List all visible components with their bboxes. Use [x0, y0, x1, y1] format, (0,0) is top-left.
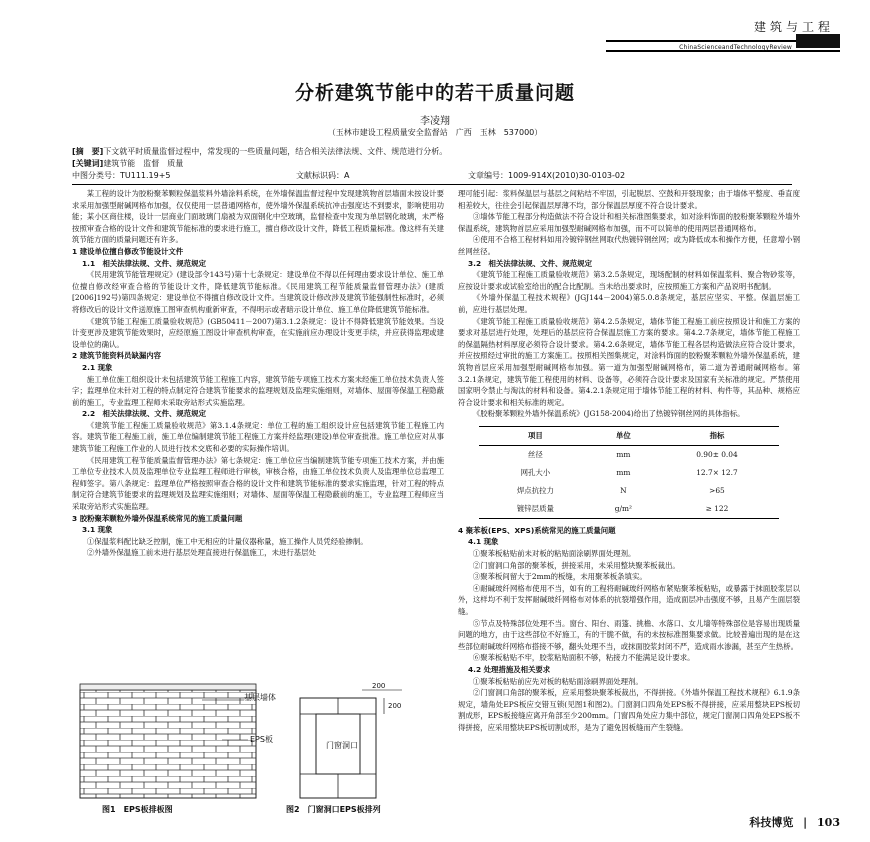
table-row [479, 500, 779, 519]
paragraph: ①保温浆料配比缺乏控制，施工中无相应的计量仪器称量，施工操作人员凭经验掺制。 [86, 536, 368, 546]
left-column [72, 188, 444, 559]
figures-area [72, 680, 448, 820]
abstract-label: [摘 要] [72, 147, 104, 156]
section-2-2-heading: 2.2 相关法律法规、文件、规范规定 [82, 409, 206, 419]
spec-table [479, 426, 779, 519]
section-4-2-heading: 4.2 处理措施及相关要求 [468, 665, 551, 674]
table-cell: 镀锌层质量 [516, 504, 554, 514]
abstract-divider [72, 184, 792, 185]
figure-1-caption: 图1 EPS板排板图 [102, 805, 173, 814]
paragraph: ④耐碱玻纤网格布使用不当，如有的工程将耐碱玻纤网格布紧贴聚苯板粘贴，或暴露于抹面胶浆层以外，这样均不利于发挥耐碱玻纤网格布对体系的抗裂增强作用，造成面层冲击强度不够，且易产生面层裂缝。 [458, 583, 800, 617]
paragraph: ②门窗洞口角部的聚苯板，拼接采用，未采用整块聚苯板裁出。 [472, 560, 680, 570]
table-cell: g/m² [614, 504, 632, 514]
table-row [479, 482, 779, 500]
section-1-heading: 1 建设单位擅自修改节能设计文件 [72, 246, 184, 256]
section-4-heading: 4 聚苯板(EPS、XPS)系统常见的施工质量问题 [458, 525, 616, 535]
article-number: 文章编号：1009-914X(2010)30-0103-02 [468, 171, 626, 180]
table-header-row [479, 426, 779, 445]
table-header-cell: 指标 [709, 431, 725, 441]
page-footer [749, 814, 840, 830]
table-cell: >65 [709, 486, 725, 496]
section-3-2-heading: 3.2 相关法律法规、文件、规范规定 [468, 258, 592, 268]
fig2-label-opening: 门窗洞口 [326, 741, 358, 750]
paragraph: ③聚苯板间留大于2mm的板缝，未用聚苯板条填实。 [472, 572, 647, 582]
paragraph: ②门窗洞口角部的聚苯板，应采用整块聚苯板裁出，不得拼接。《外墙外保温工程技术规程》6.1.9条规定，墙角处EPS板应交错互锁(见图1和图2)。门窗洞口四角处EPS板不得拼接，应采用整块EPS板切割成形，EPS板接缝应离开角部至少200mm。门窗四角处应力集中部位，规定门窗洞口四角处EPS板不得拼接，应采用整块EPS板切割成形，是为了避免因板缝而产生裂缝。 [458, 688, 800, 732]
fig1-label-wall: 基层墙体 [244, 693, 276, 702]
abstract [72, 146, 792, 157]
fig2-dimension-side: 200 [388, 702, 402, 710]
paragraph: 《胶粉聚苯颗粒外墙外保温系统》(JG158-2004)给出了热镀锌钢丝网的具体指标。 [472, 409, 745, 419]
article-affiliation: （玉林市建设工程质量安全监督站 广西 玉林 537000） [327, 128, 543, 137]
article-title: 分析建筑节能中的若干质量问题 [294, 82, 575, 104]
keywords-text: 建筑节能 监督 质量 [103, 159, 184, 168]
section-3-1-heading: 3.1 现象 [82, 525, 113, 535]
paragraph: ⑥聚苯板粘贴不牢，胶浆粘贴面积不够，粘接力不能满足设计要求。 [472, 653, 695, 663]
paragraph: 施工单位施工组织设计未包括建筑节能工程施工内容，建筑节能专项施工技术方案未经施工单位技术负责人签字；监理单位未针对工程的特点制定符合建筑节能要求的监理规划及监理实施细则，对墙体、屋面等保温工程隐蔽前的施工，专业监理工程师未采取旁站形式实施监理。 [72, 374, 444, 407]
paragraph: ④使用不合格工程材料如用冷镀锌钢丝网取代热镀锌钢丝网；或为降低成本和操作方便，任意增小钢丝网丝径。 [458, 235, 800, 256]
class-number: 中图分类号：TU111.19+5 [72, 171, 171, 180]
journal-name-cn: 建筑与工程 [753, 20, 834, 34]
paragraph: ②外墙外保温施工前未进行基层处理直接进行保温施工，未进行基层处 [86, 548, 316, 558]
table-cell: 12.7× 12.7 [696, 468, 738, 478]
paragraph: 理可能引起：浆料保温层与基层之间粘结不牢固，引起脱层、空鼓和开裂现象；由于墙体平整度、垂直度相差较大，往往会引起保温层厚薄不均，部分保温层厚度不符合设计要求。 [458, 189, 800, 210]
table-row [479, 464, 779, 482]
figure-2-caption: 图2 门窗洞口EPS板排列 [286, 805, 381, 814]
table-header-cell: 单位 [615, 431, 631, 441]
table-cell: 焊点抗拉力 [516, 486, 554, 496]
paragraph: 《民用建筑工程节能质量监督管理办法》第七条规定：施工单位应当编制建筑节能专项施工技术方案，并由施工单位专业技术人员及监理单位专业监理工程师进行审核，审核合格，由施工单位技术负责人及监理单位总监理工程师签字。第八条规定：监理单位严格按照审查合格的设计文件和建筑节能标准的要求实施监理，针对工程的特点制定符合建筑节能要求的监理规划及监理实施细则；对墙体、屋面等保温工程隐蔽前的施工，专业监理工程师应当采取旁站形式实施监理。 [72, 455, 444, 512]
section-2-1-heading: 2.1 现象 [82, 362, 113, 372]
right-column [458, 188, 800, 734]
table-cell: mm [616, 468, 631, 478]
section-2-heading: 2 建筑节能资料员缺漏内容 [72, 351, 162, 361]
paragraph: 《建筑节能工程施工质量验收规范》第3.1.4条规定：单位工程的施工组织设计应包括建筑节能工程施工内容。建筑节能工程施工前，施工单位编制建筑节能工程施工方案并经监理(建设)单位审查批准。施工单位应对从事建筑节能工程施工作业的人员进行技术交底和必要的实际操作培训。 [72, 420, 444, 454]
section-1-1-heading: 1.1 相关法律法规、文件、规范规定 [82, 258, 206, 268]
journal-name-en: ChinaScienceandTechnologyReview [679, 44, 792, 51]
paragraph: ③墙体节能工程部分构造做法不符合设计和相关标准图集要求，如对涂料饰面的胶粉聚苯颗粒外墙外保温系统，建筑物首层应采用加强型耐碱网格布加强，而不可以简单的使用两层普通网格布。 [458, 212, 800, 233]
paragraph: 《建筑节能工程施工质量验收规范》第4.2.5条规定，墙体节能工程施工前应按照设计和施工方案的要求对基层进行处理，处理后的基层应符合保温层施工方案的要求。第4.2.7条规定，墙体节能工程施工的保温隔热材料厚度必须符合设计要求。第4.2.6条规定，墙体节能工程各层构造做法应符合设计要求，并应按照经过审批的施工方案施工。按照相关图集规定，对涂料饰面的胶粉聚苯颗粒外墙外保温系统，建筑物首层应采用加强型耐碱网格布加强。第一道为加强型耐碱网格布，第二道为普通耐碱网格布。第3.2.1条规定，建筑节能工程使用的材料、设备等，必须符合设计要求及国家有关标准的规定。严禁使用国家明令禁止与淘汰的材料和设备。第4.2.1条规定用于墙体节能工程的材料、构件等，其品种、规格应符合设计要求和相关标准的规定。 [458, 316, 800, 407]
fig2-dimension-top: 200 [372, 682, 386, 690]
table-cell: mm [616, 450, 631, 460]
paragraph: 《建筑节能工程施工质量验收规范》(GB50411－2007)第3.1.2条规定：设计不得降低建筑节能效果。当设计变更涉及建筑节能效果时，应经原施工图设计审查机构审查，在实施前应办理设计变更手续，并应获得监理或建设单位的确认。 [72, 316, 444, 349]
table-cell: 丝径 [527, 450, 543, 460]
table-header-cell: 项目 [527, 431, 543, 441]
paragraph: 《民用建筑节能管理规定》(建设部令143号)第十七条规定：建设单位不得以任何理由要求设计单位、施工单位擅自修改经审查合格的节能设计文件，降低建筑节能标准。《民用建筑工程节能质量监督管理办法》(建质[2006]192号)第四条规定：建设单位不得擅自修改设计文件。当建筑设计修改涉及建筑节能强制性标准时，必须将修改后的设计文件送原施工图审查机构重新审查，不得明示或者暗示设计单位、施工单位降低建筑节能标准。 [72, 270, 444, 314]
table-row [479, 445, 779, 464]
table-cell: 0.90± 0.04 [696, 450, 738, 460]
table-cell: N [620, 486, 627, 496]
intro-paragraph: 某工程的设计为胶粉聚苯颗粒保温浆料外墙涂料系统，在外墙保温监督过程中发现建筑物首层墙面未按设计要求采用加强型耐碱网格布加强，仅仅使用一层普通网格布，使外墙外保温系统抗冲击强度达不到要求，影响使用功能；某小区商住楼，设计一层商业门面玻璃门扇被为双面钢化中空玻璃，监督检查中发现为单层钢化玻璃，未严格按照审查合格的设计文件和建筑节能标准的要求进行施工，擅自修改设计文件，降低工程质量标准。像这样有关建筑节能方面的质量问题还有许多。 [72, 189, 444, 245]
paragraph: 《建筑节能工程施工质量验收规范》第3.2.5条规定，现场配制的材料如保温浆料、聚合物砂浆等，应按设计要求或试验室给出的配合比配制。当未给出要求时，应按照施工方案和产品说明书配制。 [458, 270, 800, 291]
document-code: 文献标识码：A [296, 171, 350, 180]
table-cell: 网孔大小 [520, 468, 551, 478]
paragraph: ⑤节点及特殊部位处理不当。窗台、阳台、雨篷、挑檐、水落口、女儿墙等特殊部位是容易出现质量问题的地方，由于这些部位不好施工，有的干脆不做，有的未按标准图集要求做。比较普遍出现的是在这些部位耐碱玻纤网格布搭接不够，翻头处理不当，或抹面胶浆封闭不严，造成雨水渗漏，甚至产生热桥。 [458, 618, 800, 651]
header-block [796, 34, 840, 48]
paragraph: ①聚苯板粘贴前未对板的粘贴面涂刷界面处理剂。 [472, 549, 636, 559]
section-4-1-heading: 4.1 现象 [468, 537, 499, 547]
fig1-label-eps: EPS板 [250, 735, 273, 744]
abstract-text: 下文就平时质量监督过程中，常发现的一些质量问题，结合相关法律法规、文件、规范进行分析。 [103, 147, 448, 156]
footer-separator: | [803, 816, 808, 829]
paragraph: ①聚苯板粘贴前应先对板的粘贴面涂刷界面处理剂。 [472, 676, 643, 686]
paragraph: 《外墙外保温工程技术规程》(JGJ144－2004)第5.0.8条规定，基层应坚实、平整。保温层施工前，应进行基层处理。 [458, 293, 800, 314]
keywords [72, 158, 183, 169]
article-author: 李凌翔 [420, 116, 450, 127]
footer-journal: 科技博览 [749, 816, 794, 829]
section-3-heading: 3 胶粉聚苯颗粒外墙外保温系统常见的施工质量问题 [72, 513, 243, 523]
keywords-label: [关键词] [72, 159, 104, 168]
page-number: 103 [817, 816, 840, 829]
table-cell: ≥ 122 [705, 504, 729, 514]
